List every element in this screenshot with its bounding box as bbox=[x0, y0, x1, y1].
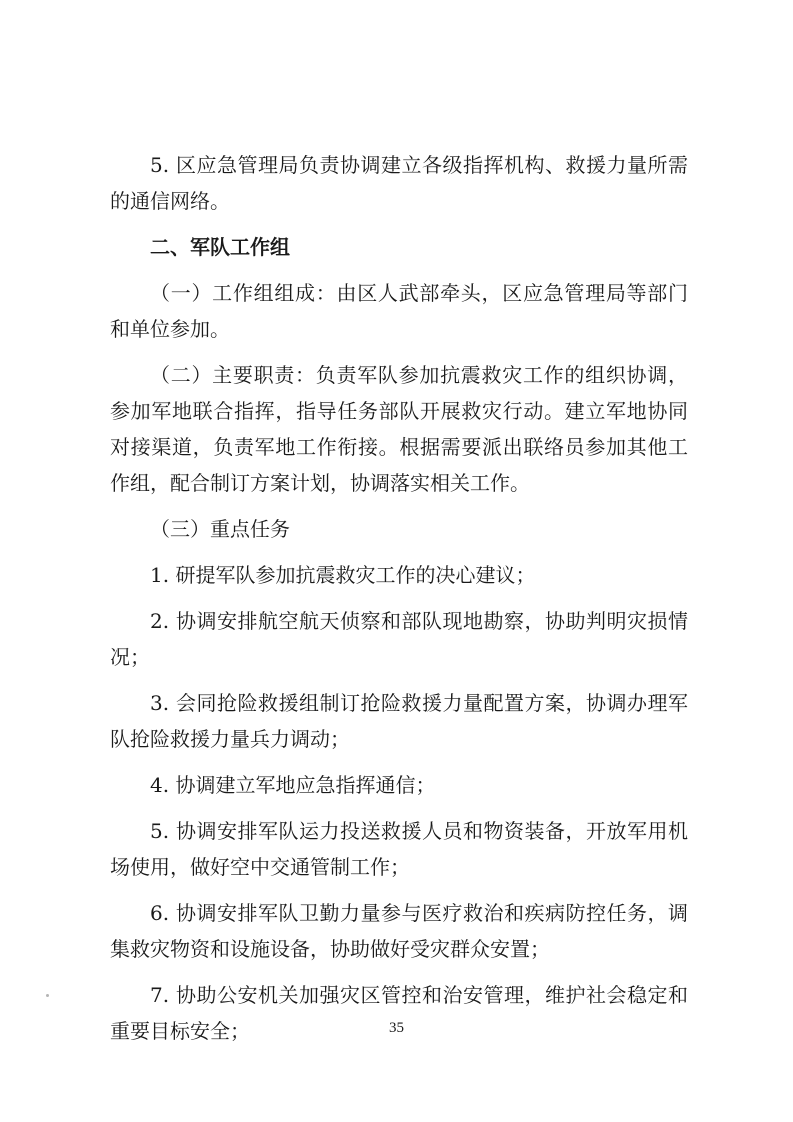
task-item-3: 3. 会同抢险救援组制订抢险救援力量配置方案，协调办理军队抢险救援力量兵力调动； bbox=[110, 691, 688, 751]
task-item-2: 2. 协调安排航空航天侦察和部队现地勘察，协助判明灾损情况； bbox=[110, 609, 688, 669]
page-number: 35 bbox=[389, 1020, 404, 1036]
task-item-6: 6. 协调安排军队卫勤力量参与医疗救治和疾病防控任务，调集救灾物资和设施设备，协助做好受灾群众安置； bbox=[110, 901, 688, 961]
task-item-7: 7. 协助公安机关加强灾区管控和治安管理，维护社会稳定和重要目标安全； bbox=[110, 983, 688, 1043]
task-item-5: 5. 协调安排军队运力投送救援人员和物资装备，开放军用机场使用，做好空中交通管制工作； bbox=[110, 819, 688, 879]
section-heading-military-group: 二、军队工作组 bbox=[150, 235, 290, 259]
document-body bbox=[110, 147, 688, 1059]
task-item-4: 4. 协调建立军地应急指挥通信； bbox=[150, 773, 436, 797]
paragraph-group-composition: （一）工作组组成：由区人武部牵头，区应急管理局等部门和单位参加。 bbox=[110, 281, 688, 341]
paragraph-key-tasks-heading: （三）重点任务 bbox=[150, 517, 290, 541]
task-item-1: 1. 研提军队参加抗震救灾工作的决心建议； bbox=[150, 563, 536, 587]
paragraph-comm-network: 5. 区应急管理局负责协调建立各级指挥机构、救援力量所需的通信网络。 bbox=[110, 153, 688, 213]
paragraph-main-duties: （二）主要职责：负责军队参加抗震救灾工作的组织协调，参加军地联合指挥，指导任务部队开展救灾行动。建立军地协同对接渠道，负责军地工作衔接。根据需要派出联络员参加其他工作组，配合制订方案计划，协调落实相关工作。 bbox=[110, 363, 688, 495]
scan-speck bbox=[46, 994, 49, 997]
